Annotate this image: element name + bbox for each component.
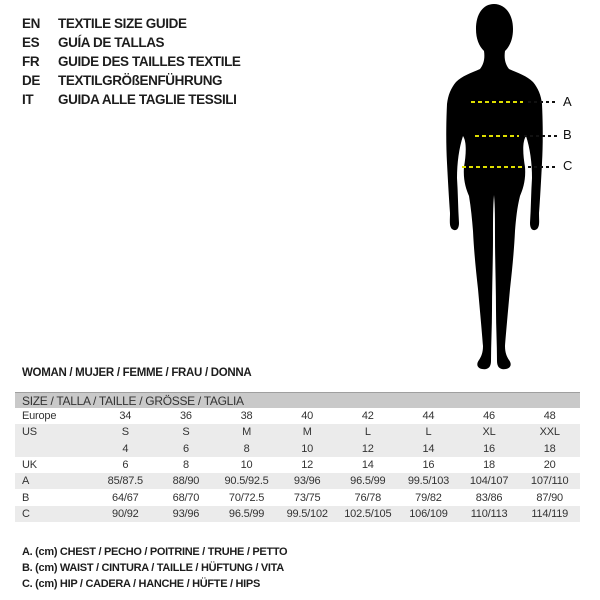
table-cell: L — [425, 426, 432, 439]
table-row-us-letter — [15, 424, 580, 440]
table-cell: 34 — [119, 410, 132, 423]
table-cell: 6 — [122, 459, 129, 472]
lang-title: GUIDE DES TAILLES TEXTILE — [58, 54, 241, 69]
lang-row-it — [22, 90, 241, 109]
woman-silhouette — [425, 0, 575, 378]
table-cell: 106/109 — [409, 507, 448, 520]
table-cell: 48 — [543, 410, 556, 423]
row-label: B — [22, 491, 30, 504]
table-cell: XL — [482, 426, 496, 439]
size-table — [15, 392, 580, 522]
table-cell: 96.5/99 — [350, 475, 386, 488]
legend-line-chest: A. (cm) CHEST / PECHO / POITRINE / TRUHE / PETTO — [22, 546, 288, 558]
table-cell: 70/72.5 — [228, 491, 265, 504]
table-cell: 76/78 — [354, 491, 382, 504]
table-cell: 110/113 — [470, 507, 508, 520]
table-cell: 104/107 — [469, 475, 509, 488]
table-cell: 68/70 — [172, 491, 200, 504]
table-cell: 18 — [483, 459, 495, 472]
table-cell: 14 — [422, 442, 435, 455]
table-cell: 99.5/102 — [286, 507, 328, 520]
table-row-waist — [15, 489, 580, 505]
woman-silhouette-shape — [446, 4, 543, 369]
measurement-figure — [425, 0, 600, 378]
table-cell: 99.5/103 — [407, 475, 450, 488]
table-cell: 87/90 — [536, 491, 563, 504]
table-cell: 93/96 — [172, 507, 200, 520]
lang-code: ES — [22, 35, 40, 50]
row-label: A — [22, 475, 30, 488]
table-cell: 88/90 — [172, 475, 200, 488]
table-cell: 18 — [543, 442, 556, 455]
row-label: US — [22, 426, 37, 439]
table-cell: 8 — [243, 442, 250, 455]
waist-marker-label: B — [563, 127, 572, 142]
table-cell: 8 — [182, 459, 189, 472]
lang-row-fr — [22, 52, 241, 71]
lang-title: TEXTILGRÖßENFÜHRUNG — [58, 73, 223, 88]
table-cell: M — [302, 426, 312, 439]
table-cell: 6 — [182, 442, 189, 455]
table-row-us-numeric — [15, 441, 580, 457]
legend-line-hip: C. (cm) HIP / CADERA / HANCHE / HÜFTE / HIPS — [22, 578, 260, 590]
section-title: WOMAN / MUJER / FEMME / FRAU / DONNA — [22, 367, 252, 379]
lang-title: TEXTILE SIZE GUIDE — [58, 16, 187, 31]
lang-title: GUÍA DE TALLAS — [58, 35, 165, 50]
hip-marker-label: C — [563, 158, 573, 173]
legend-line-waist: B. (cm) WAIST / CINTURA / TAILLE / HÜFTUNG / VITA — [22, 562, 284, 574]
table-cell: 79/82 — [415, 491, 442, 504]
table-cell: 12 — [301, 459, 314, 472]
table-cell: 38 — [240, 410, 253, 423]
lang-code: DE — [22, 73, 40, 88]
table-cell: 83/86 — [475, 491, 503, 504]
lang-row-de — [22, 71, 241, 90]
table-cell: 16 — [483, 442, 495, 455]
lang-code: FR — [22, 54, 40, 69]
table-cell: 64/67 — [112, 491, 139, 504]
table-row-hip — [15, 506, 580, 522]
table-cell: 16 — [422, 459, 435, 472]
table-row-chest — [15, 473, 580, 489]
table-row-europe — [15, 408, 580, 424]
lang-row-es — [22, 33, 241, 52]
lang-code: EN — [22, 16, 40, 31]
table-cell: 96.5/99 — [228, 507, 265, 520]
table-cell: 12 — [361, 442, 374, 455]
table-cell: 93/96 — [293, 475, 321, 488]
table-cell: 10 — [240, 459, 253, 472]
table-cell: S — [182, 426, 190, 439]
table-cell: 20 — [543, 459, 556, 472]
lang-title: GUIDA ALLE TAGLIE TESSILI — [58, 92, 237, 107]
table-cell: 107/110 — [530, 475, 569, 488]
table-cell: 46 — [483, 410, 495, 423]
table-cell: 4 — [122, 442, 129, 455]
size-table-header: SIZE / TALLA / TAILLE / GRÖSSE / TAGLIA — [15, 392, 580, 408]
row-label: Europe — [22, 410, 57, 423]
measurement-legend — [22, 544, 287, 592]
chest-marker-label: A — [563, 94, 572, 109]
table-cell: 42 — [361, 410, 374, 423]
table-cell: L — [364, 426, 371, 439]
row-label: UK — [22, 459, 37, 472]
table-cell: S — [121, 426, 129, 439]
table-cell: 90.5/92.5 — [224, 475, 269, 488]
table-cell: 14 — [361, 459, 374, 472]
table-cell: 114/119 — [531, 507, 569, 520]
language-title-block — [22, 14, 241, 109]
row-label: C — [22, 507, 30, 520]
table-cell: 10 — [301, 442, 314, 455]
table-cell: 44 — [422, 410, 435, 423]
table-cell: 90/92 — [112, 507, 139, 520]
table-cell: 102.5/105 — [344, 507, 392, 520]
table-row-uk — [15, 457, 580, 473]
lang-code: IT — [22, 92, 34, 107]
table-cell: 85/87.5 — [107, 475, 143, 488]
table-cell: M — [242, 426, 252, 439]
table-cell: 36 — [180, 410, 192, 423]
table-cell: 40 — [301, 410, 314, 423]
lang-row-en — [22, 14, 241, 33]
table-cell: 73/75 — [293, 491, 321, 504]
table-cell: XXL — [539, 426, 560, 439]
